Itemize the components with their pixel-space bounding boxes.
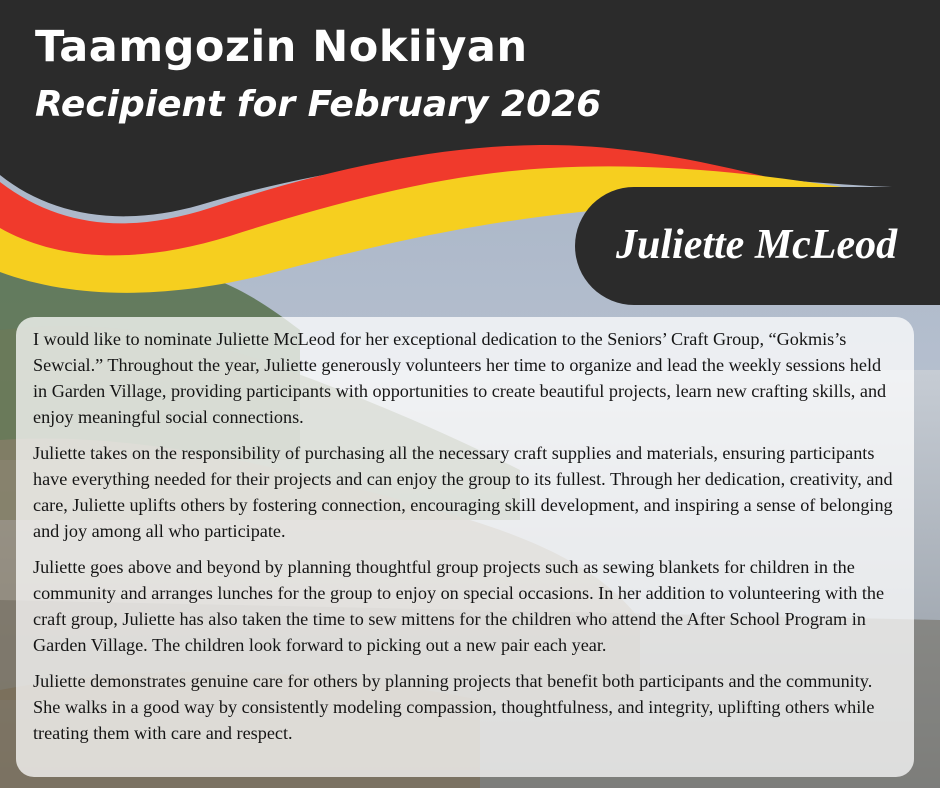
recipient-name: Juliette McLeod [616, 222, 898, 268]
nomination-paragraph: Juliette takes on the responsibility of purchasing all the necessary craft supplies and materials, ensuring participants have everything needed for their projects and can enjoy the group to its fullest. Through her dedication, creativity, and care, Juliette uplifts others by fostering connection, encouraging skill development, and inspiring a sense of belonging and joy among all who participate. [33, 443, 893, 541]
nomination-paragraph: Juliette demonstrates genuine care for others by planning projects that benefit both participants and the community. She walks in a good way by consistently modeling compassion, thoughtfulness, and integrity, uplifting others while treating them with care and respect. [33, 671, 875, 743]
page-title: Taamgozin Nokiiyan [35, 22, 528, 72]
nomination-letter [16, 317, 914, 777]
nomination-paragraph: I would like to nominate Juliette McLeod for her exceptional dedication to the Seniors’ Craft Group, “Gokmis’s Sewcial.” Throughout the year, Juliette generously volunteers her time to organize and lead the weekly sessions held in Garden Village, providing participants with opportunities to create beautiful projects, learn new crafting skills, and enjoy meaningful social connections. [33, 329, 887, 427]
page-subtitle: Recipient for February 2026 [35, 84, 602, 125]
nomination-paragraph: Juliette goes above and beyond by planning thoughtful group projects such as sewing blankets for children in the community and arranges lunches for the group to enjoy on special occasions. In her addition to volunteering with the craft group, Juliette has also taken the time to sew mittens for the children who attend the After School Program in Garden Village. The children look forward to picking out a new pair each year. [33, 557, 885, 655]
